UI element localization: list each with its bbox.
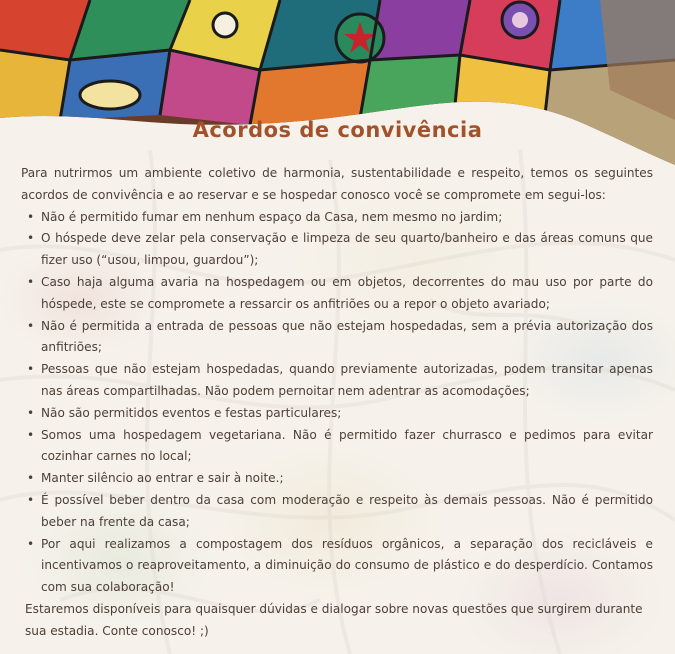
page-title: Acordos de convivência xyxy=(192,118,483,142)
list-item: • Não são permitidos eventos e festas particulares; xyxy=(27,403,653,425)
list-item: • Caso haja alguma avaria na hospedagem ou em objetos, decorrentes do mau uso por parte do hóspede, este se compromete a ressarcir os anfitriões ou a repor o objeto avariado; xyxy=(27,272,653,316)
list-item: • Somos uma hospedagem vegetariana. Não é permitido fazer churrasco e pedimos para evitar cozinhar carnes no local; xyxy=(27,425,653,469)
closing-paragraph: Estaremos disponíveis para quaisquer dúvidas e dialogar sobre novas questões que surgirem durante sua estadia. Conte conosco! ;) xyxy=(25,601,643,638)
agreements-content xyxy=(21,163,653,643)
mosaic-header-image xyxy=(0,0,675,170)
list-item: • Pessoas que não estejam hospedadas, quando previamente autorizadas, podem transitar apenas nas áreas compartilhadas. Não podem pernoitar nem adentrar as acomodações; xyxy=(27,359,653,403)
list-item: • Não é permitida a entrada de pessoas que não estejam hospedadas, sem a prévia autorização dos anfitriões; xyxy=(27,316,653,360)
list-item: • O hóspede deve zelar pela conservação e limpeza de seu quarto/banheiro e das áreas comuns que fizer uso (“usou, limpou, guardou”); xyxy=(27,228,653,272)
list-item: • Não é permitido fumar em nenhum espaço da Casa, nem mesmo no jardim; xyxy=(27,207,653,229)
rules-list xyxy=(21,207,653,599)
list-item: • Por aqui realizamos a compostagem dos resíduos orgânicos, a separação dos recicláveis e incentivamos o reaproveitamento, a diminuição do consumo de plástico e do desperdício. Contamos com sua colaboração! xyxy=(27,534,653,599)
list-item: • É possível beber dentro da casa com moderação e respeito às demais pessoas. Não é permitido beber na frente da casa; xyxy=(27,490,653,534)
intro-paragraph: Para nutrirmos um ambiente coletivo de harmonia, sustentabilidade e respeito, temos os seguintes acordos de convivência e ao reservar e se hospedar conosco você se compromete em segui-los: xyxy=(21,166,653,202)
list-item: • Manter silêncio ao entrar e sair à noite.; xyxy=(27,468,653,490)
